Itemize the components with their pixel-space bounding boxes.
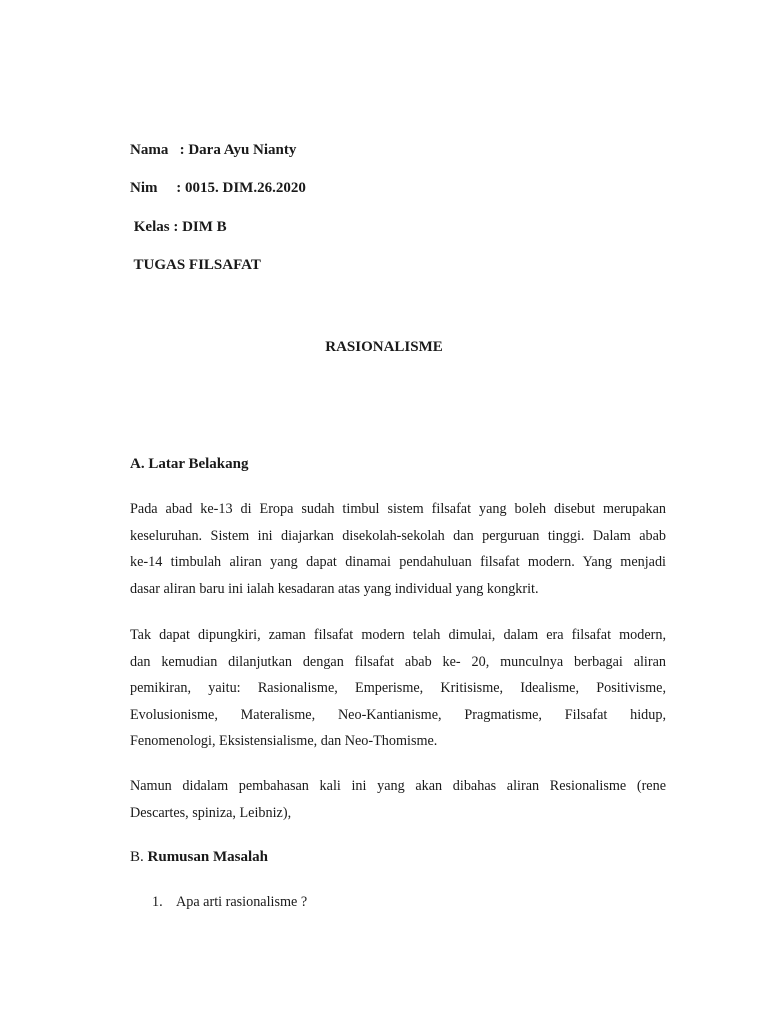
paragraph-line: Tak dapat dipungkiri, zaman filsafat modern telah dimulai, dalam era filsafat modern, — [130, 627, 666, 643]
paragraph-line: Descartes, spiniza, Leibniz), — [130, 804, 292, 821]
list-item-text: Apa arti rasionalisme ? — [176, 894, 308, 910]
section-a-paragraph-2 — [130, 622, 666, 755]
section-a-paragraph-3 — [130, 773, 666, 826]
student-nim: Nim : 0015. DIM.26.2020 — [130, 180, 306, 196]
paragraph-line: pemikiran, yaitu: Rasionalisme, Emperisme, Kritisisme, Idealisme, Positivisme, — [130, 680, 666, 696]
section-a-heading: A. Latar Belakang — [130, 456, 249, 472]
section-b-heading — [130, 849, 268, 866]
paragraph-line: dasar aliran baru ini ialah kesadaran atas yang individual yang kongkrit. — [130, 580, 539, 597]
list-item — [152, 894, 307, 911]
paragraph-line: Fenomenologi, Eksistensialisme, dan Neo-Thomisme. — [130, 733, 438, 749]
section-b-title: Rumusan Masalah — [147, 849, 268, 865]
paragraph-line: Evolusionisme, Materalisme, Neo-Kantianisme, Pragmatisme, Filsafat hidup, — [130, 706, 666, 723]
section-b-letter: B. — [130, 849, 148, 865]
student-class: Kelas : DIM B — [130, 219, 227, 235]
list-item-number: 1. — [152, 894, 163, 910]
paragraph-line: dan kemudian dilanjutkan dengan filsafat abab ke- 20, munculnya berbagai aliran — [130, 653, 666, 670]
paragraph-line: Pada abad ke-13 di Eropa sudah timbul sistem filsafat yang boleh disebut merupakan — [130, 501, 666, 517]
document-title: RASIONALISME — [325, 339, 443, 355]
student-name: Nama : Dara Ayu Nianty — [130, 142, 297, 158]
paragraph-line: ke-14 timbulah aliran yang dapat dinamai pendahuluan filsafat modern. Yang menjadi — [130, 554, 666, 570]
paragraph-line: keseluruhan. Sistem ini diajarkan disekolah-sekolah dan perguruan tinggi. Dalam abab — [130, 527, 666, 544]
assignment-label: TUGAS FILSAFAT — [130, 257, 261, 273]
paragraph-line: Namun didalam pembahasan kali ini yang akan dibahas aliran Resionalisme (rene — [130, 778, 666, 794]
section-a-paragraph-1 — [130, 496, 666, 602]
